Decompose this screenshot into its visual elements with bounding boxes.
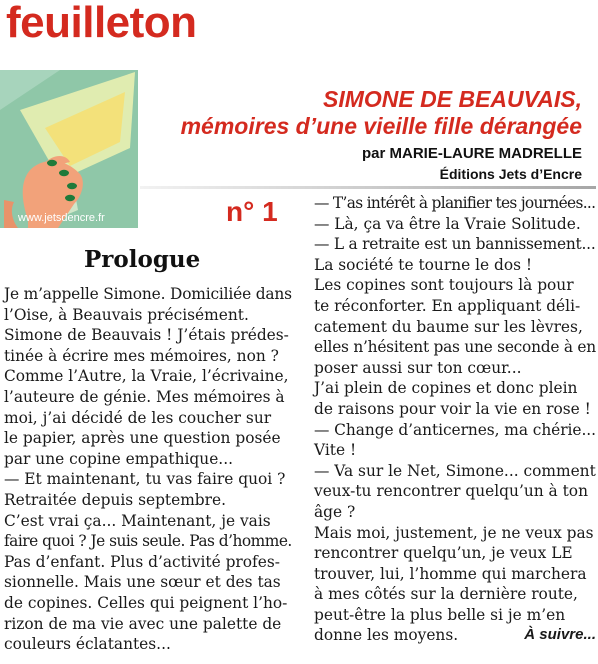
rubric-title: feuilleton xyxy=(6,0,197,47)
cocktail-illustration xyxy=(0,70,138,228)
text-line: moi, j’ai décidé de les coucher sur xyxy=(4,408,272,427)
text-line: Simone de Beauvais ! J’étais prédes- xyxy=(4,326,289,345)
text-line: Comme l’Autre, la Vraie, l’écrivaine, xyxy=(4,367,289,386)
text-line: de copines. Celles qui peignent l’ho- xyxy=(4,593,288,612)
text-line: Mais moi, justement, je ne veux pas xyxy=(314,523,594,542)
text-line: C’est vrai ça... Maintenant, je vais xyxy=(4,511,271,530)
to-be-continued: À suivre... xyxy=(524,626,596,644)
text-line: Les copines sont toujours là pour xyxy=(314,276,574,295)
text-line: sionnelle. Mais une sœur et des tas xyxy=(4,573,281,592)
prologue-heading: Prologue xyxy=(84,246,201,273)
text-line: — Va sur le Net, Simone... comment xyxy=(314,461,596,480)
serial-header xyxy=(140,86,592,182)
cocktail-glass-icon xyxy=(0,70,138,228)
text-line: Je m’appelle Simone. Domiciliée dans xyxy=(4,285,292,303)
text-line: — Et maintenant, tu vas faire quoi ? xyxy=(4,470,286,489)
text-line: donne les moyens. À suivre... xyxy=(314,626,596,645)
text-line: Retraitée depuis septembre. xyxy=(4,490,227,509)
text-line: J’ai plein de copines et donc plein xyxy=(314,379,578,398)
text-line: l’Oise, à Beauvais précisément. xyxy=(4,305,249,324)
text-line: rizon de ma vie avec une palette de xyxy=(4,614,282,633)
text-line: à mes côtés sur la dernière route, xyxy=(314,585,578,604)
text-line: — Là, ça va être la Vraie Solitude. xyxy=(314,214,581,233)
text-line: — Change d’anticernes, ma chérie... xyxy=(314,420,596,439)
text-line: elles n’hésitent pas une seconde à en xyxy=(314,338,596,357)
text-line: veux-tu rencontrer quelqu’un à ton xyxy=(314,482,588,501)
text-line: te réconforter. En appliquant déli- xyxy=(314,296,581,315)
text-line: âge ? xyxy=(314,502,356,521)
text-line: Pas d’enfant. Plus d’activité profes- xyxy=(4,552,280,571)
text-line: par une copine empathique... xyxy=(4,449,233,468)
episode-number: n° 1 xyxy=(226,196,278,227)
text-line: trouver, lui, l’homme qui marchera xyxy=(314,564,587,583)
text-line: La société te tourne le dos ! xyxy=(314,255,533,274)
text-line: peut-être la plus belle si je m’en xyxy=(314,605,566,624)
text-line: poser aussi sur ton cœur... xyxy=(314,358,522,377)
header-shadow-divider xyxy=(140,186,596,189)
book-title: SIMONE DE BEAUVAIS, xyxy=(323,86,582,112)
author-line: par MARIE-LAURE MADRELLE xyxy=(362,145,582,162)
text-line: couleurs éclatantes... xyxy=(4,635,171,654)
text-line: — L a retraite est un bannissement... xyxy=(314,235,596,254)
text-line: le papier, après une question posée xyxy=(4,429,281,448)
text-line: catement du baume sur les lèvres, xyxy=(314,317,583,336)
text-line: l’auteure de génie. Mes mémoires à xyxy=(4,387,285,406)
text-line: faire quoi ? Je suis seule. Pas d’homme. xyxy=(4,532,292,551)
publisher-line: Éditions Jets d’Encre xyxy=(439,166,582,182)
website-url[interactable]: www.jetsdencre.fr xyxy=(18,212,105,224)
text-line: de raisons pour voir la vie en rose ! xyxy=(314,399,591,418)
right-text-column xyxy=(314,193,596,646)
text-line: tinée à écrire mes mémoires, non ? xyxy=(4,346,279,365)
text-line: Vite ! xyxy=(314,441,357,460)
left-text-column xyxy=(4,284,292,655)
book-subtitle: mémoires d’une vieille fille dérangée xyxy=(180,113,582,139)
text-line: — T’as intérêt à planifier tes journées... xyxy=(314,194,596,212)
text-line: rencontrer quelqu’un, je veux LE xyxy=(314,544,573,563)
